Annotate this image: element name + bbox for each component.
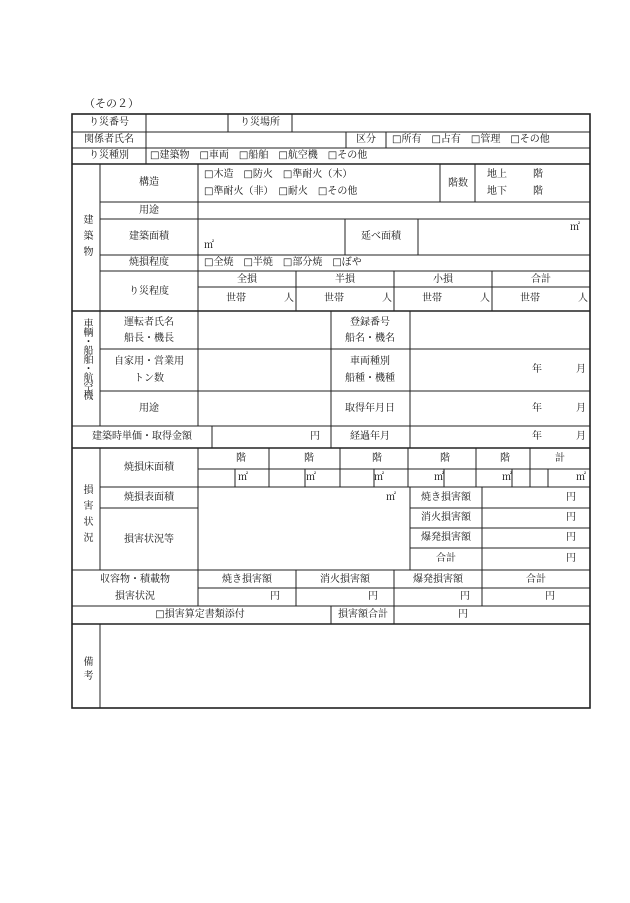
below-floor-unit: 階 <box>533 186 543 197</box>
section-checkbox-options[interactable]: □所有 □占有 □管理 □その他 <box>392 134 550 145</box>
area-unit: ㎡ <box>576 472 586 483</box>
damage-sum-label: 合計 <box>436 553 456 564</box>
yen-unit: 円 <box>460 591 470 602</box>
tonnage-label: トン数 <box>134 373 164 384</box>
floor-total-label: 計 <box>555 453 565 464</box>
attachment-checkbox[interactable]: □損害算定書類添付 <box>155 609 245 620</box>
structure-options-row2[interactable]: □準耐火（非） □耐火 □その他 <box>204 186 358 197</box>
month-unit: 月 <box>576 403 586 414</box>
total-floor-area-unit: ㎡ <box>570 222 580 233</box>
building-section-label: 建築物 <box>81 214 92 262</box>
area-unit: ㎡ <box>434 472 444 483</box>
private-commercial-label: 自家用・営業用 <box>114 356 184 367</box>
damage-col-half: 半損 <box>335 274 355 285</box>
contents-col-extinguish: 消火損害額 <box>320 574 370 585</box>
total-yen-unit: 円 <box>458 609 468 620</box>
disaster-type-checkbox-options[interactable]: □建築物 □車両 □船舶 □航空機 □その他 <box>150 150 368 161</box>
surface-area-unit: ㎡ <box>386 492 396 503</box>
month-unit: 月 <box>576 364 586 375</box>
floor-unit: 階 <box>440 453 450 464</box>
form-label: （その２） <box>84 97 139 110</box>
above-floor-unit: 階 <box>533 169 543 180</box>
burn-degree-label: 焼損程度 <box>129 257 169 268</box>
building-area-label: 建築面積 <box>129 231 169 242</box>
yen-unit: 円 <box>566 512 576 523</box>
vehicle-type-label: 車両種別 <box>350 356 390 367</box>
captain-label: 船長・機長 <box>124 333 174 344</box>
household-unit: 世帯 <box>324 293 344 304</box>
household-unit: 世帯 <box>520 293 540 304</box>
elapsed-label: 経過年月 <box>350 431 390 442</box>
year-unit: 年 <box>532 364 542 375</box>
building-use-label: 用途 <box>139 205 159 216</box>
disaster-type-label: り災種別 <box>89 150 129 161</box>
surface-area-label: 焼損表面積 <box>124 492 174 503</box>
yen-unit: 円 <box>270 591 280 602</box>
area-unit: ㎡ <box>238 472 248 483</box>
person-unit: 人 <box>284 293 294 304</box>
yen-unit: 円 <box>566 553 576 564</box>
damage-col-small: 小損 <box>433 274 453 285</box>
contents-col-explosion: 爆発損害額 <box>413 574 463 585</box>
total-floor-area-label: 延べ面積 <box>361 231 401 242</box>
extinguish-damage-label: 消火損害額 <box>421 512 471 523</box>
structure-options-row1[interactable]: □木造 □防火 □準耐火（木） <box>204 169 353 180</box>
acquired-date-label: 取得年月日 <box>345 403 395 414</box>
household-unit: 世帯 <box>422 293 442 304</box>
month-unit: 月 <box>576 431 586 442</box>
damage-col-full: 全損 <box>237 274 257 285</box>
yen-unit: 円 <box>566 532 576 543</box>
damage-status-label: 損害状況等 <box>124 534 174 545</box>
contents-col-total: 合計 <box>526 574 546 585</box>
household-unit: 世帯 <box>226 293 246 304</box>
building-area-unit: ㎡ <box>204 240 214 251</box>
ship-name-label: 船名・機名 <box>345 333 395 344</box>
damage-section-label: 損害状況 <box>81 484 92 548</box>
driver-name-label: 運転者氏名 <box>124 317 174 328</box>
registration-label: 登録番号 <box>350 317 390 328</box>
structure-label: 構造 <box>139 177 159 188</box>
contents-label: 収容物・積載物 <box>100 574 170 585</box>
total-damage-label: 損害額合計 <box>338 609 388 620</box>
floor-unit: 階 <box>500 453 510 464</box>
vehicle-section-label: 車輌・船舶・航空機 <box>81 318 92 399</box>
contents-col-burn: 焼き損害額 <box>222 574 272 585</box>
damage-degree-label: り災程度 <box>129 286 169 297</box>
yen-unit: 円 <box>368 591 378 602</box>
below-ground-label: 地下 <box>487 186 507 197</box>
disaster-place-label: り災場所 <box>240 117 280 128</box>
remarks-label: 備考 <box>81 656 92 684</box>
disaster-number-label: り災番号 <box>89 117 129 128</box>
yen-unit: 円 <box>566 492 576 503</box>
contents-status-label: 損害状況 <box>115 591 155 602</box>
unit-cost-label: 建築時単価・取得金額 <box>92 431 192 442</box>
ship-type-label: 船種・機種 <box>345 373 395 384</box>
vehicle-use-label: 用途 <box>139 403 159 414</box>
person-name-label: 関係者氏名 <box>84 134 134 145</box>
person-unit: 人 <box>578 293 588 304</box>
above-ground-label: 地上 <box>487 169 507 180</box>
damage-col-total: 合計 <box>531 274 551 285</box>
year-unit: 年 <box>532 403 542 414</box>
floor-unit: 階 <box>372 453 382 464</box>
floor-unit: 階 <box>304 453 314 464</box>
explosion-damage-label: 爆発損害額 <box>421 532 471 543</box>
person-unit: 人 <box>480 293 490 304</box>
floors-label: 階数 <box>448 178 468 189</box>
burn-damage-label: 焼き損害額 <box>421 492 471 503</box>
floor-area-label: 焼損床面積 <box>124 462 174 473</box>
section-label: 区分 <box>356 134 376 145</box>
area-unit: ㎡ <box>374 472 384 483</box>
year-unit: 年 <box>532 431 542 442</box>
yen-unit: 円 <box>545 591 555 602</box>
area-unit: ㎡ <box>306 472 316 483</box>
person-unit: 人 <box>382 293 392 304</box>
area-unit: ㎡ <box>502 472 512 483</box>
burn-degree-options[interactable]: □全焼 □半焼 □部分焼 □ぼや <box>204 257 362 268</box>
floor-unit: 階 <box>236 453 246 464</box>
cost-yen-unit: 円 <box>310 431 320 442</box>
